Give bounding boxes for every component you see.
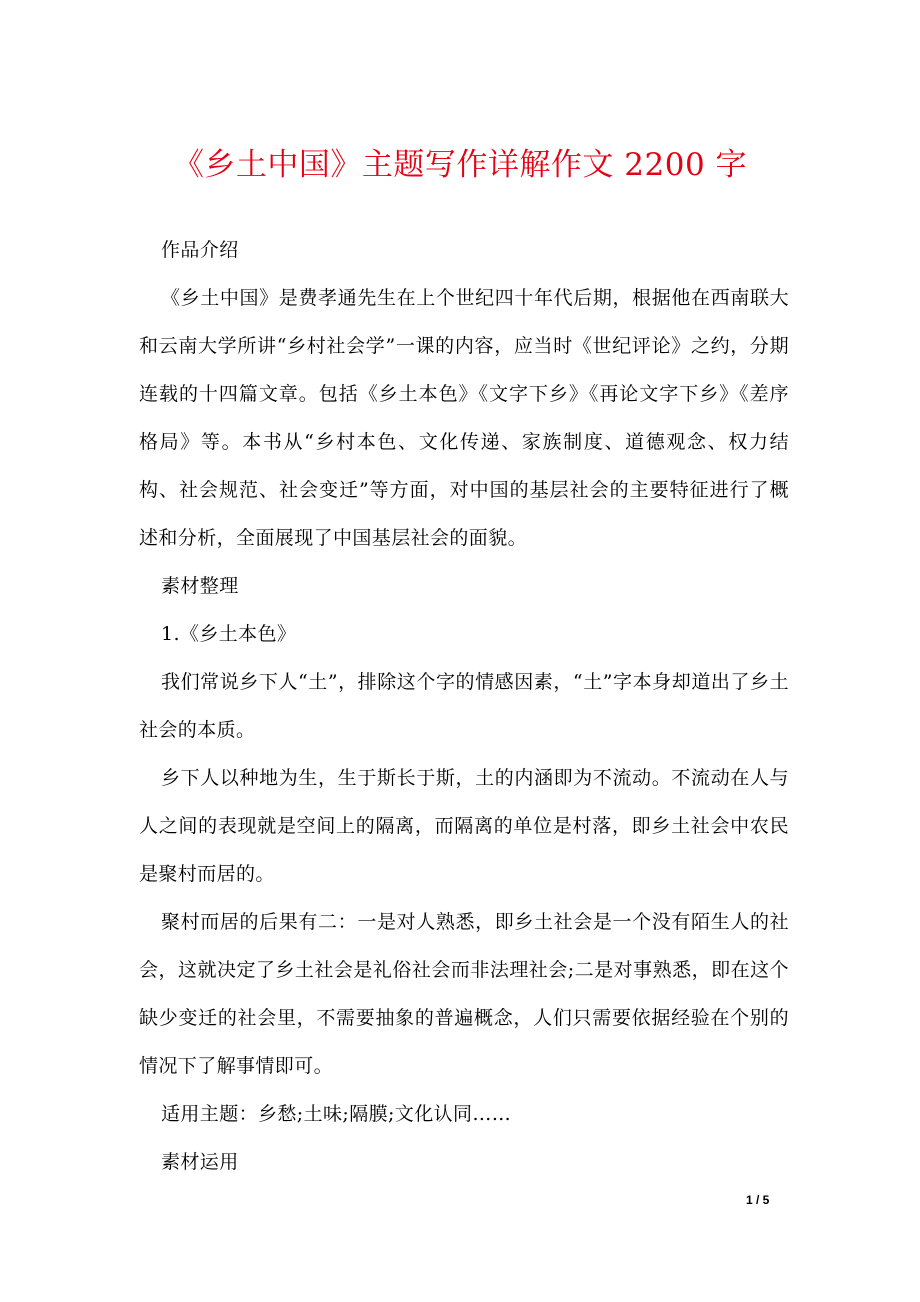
heading-material-organize: 素材整理 (161, 575, 239, 597)
heading-work-intro: 作品介绍 (161, 239, 239, 261)
document-title: 《乡土中国》主题写作详解作文 2200 字 (172, 147, 748, 183)
paragraph-applicable-themes: 适用主题：乡愁;土味;隔膜;文化认同…… (161, 1103, 512, 1125)
subheading-xiangtu-bense: 1.《乡土本色》 (161, 623, 297, 645)
document-body (139, 226, 789, 1186)
paragraph-intro: 《乡土中国》是费孝通先生在上个世纪四十年代后期，根据他在西南联大和云南大学所讲“乡村社会学”一课的内容，应当时《世纪评论》之约，分期连载的十四篇文章。包括《乡土本色》《文字下乡》《再论文字下乡》《差序格局》等。本书从“乡村本色、文化传递、家族制度、道德观念、权力结构、社会规范、社会变迁”等方面，对中国的基层社会的主要特征进行了概述和分析，全面展现了中国基层社会的面貌。 (139, 287, 789, 549)
page-number: 1 / 5 (746, 1193, 770, 1207)
paragraph-village-consequences: 聚村而居的后果有二：一是对人熟悉，即乡土社会是一个没有陌生人的社会，这就决定了乡土社会是礼俗社会而非法理社会;二是对事熟悉，即在这个缺少变迁的社会里，不需要抽象的普遍概念，人们只需要依据经验在个别的情况下了解事情即可。 (139, 911, 789, 1077)
paragraph-tu-meaning: 我们常说乡下人“土”，排除这个字的情感因素，“土”字本身却道出了乡土社会的本质。 (139, 671, 789, 741)
paragraph-no-mobility: 乡下人以种地为生，生于斯长于斯，土的内涵即为不流动。不流动在人与人之间的表现就是空间上的隔离，而隔离的单位是村落，即乡土社会中农民是聚村而居的。 (139, 767, 789, 885)
heading-material-usage: 素材运用 (161, 1151, 239, 1173)
